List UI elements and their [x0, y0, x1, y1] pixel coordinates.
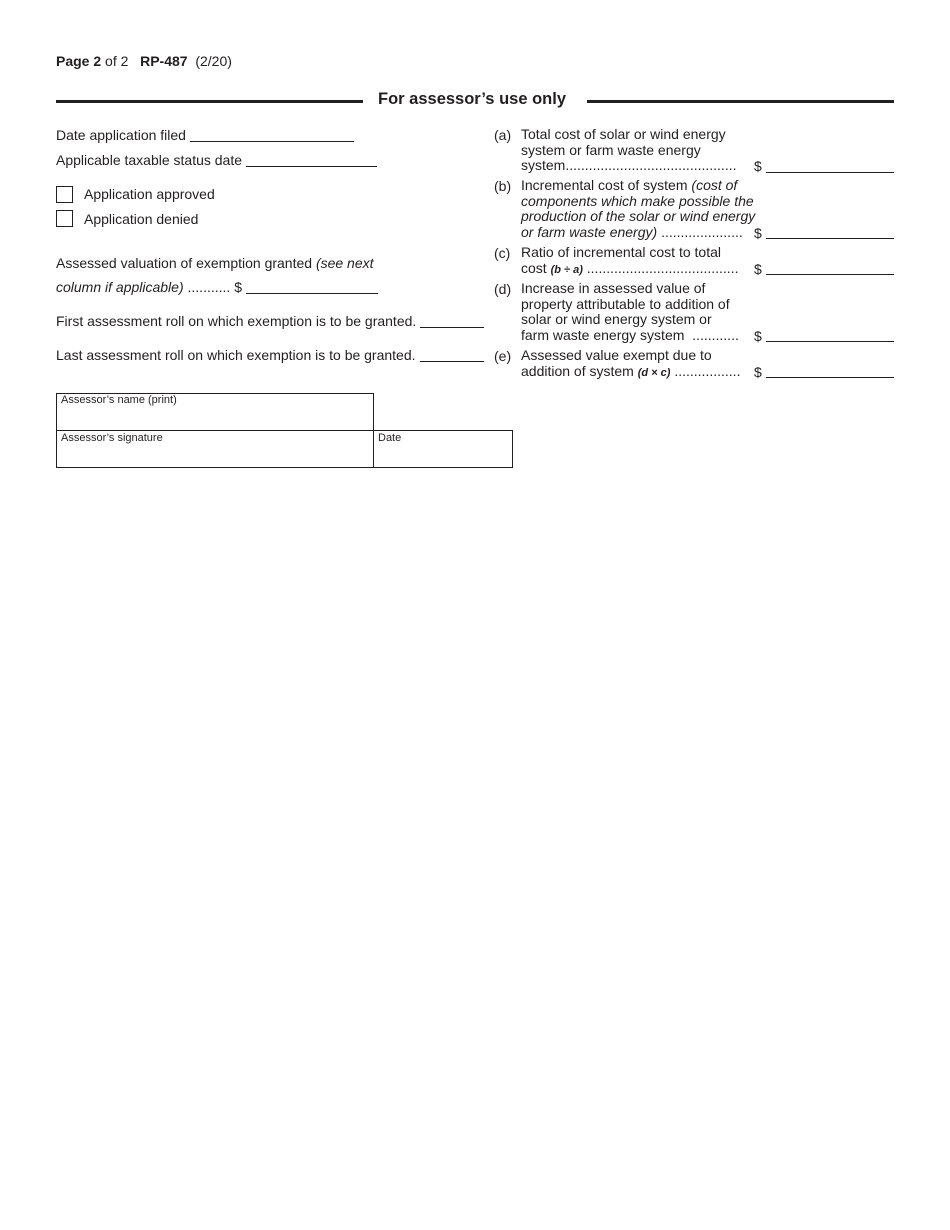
assessor-name-label: Assessor’s name (print) [61, 394, 177, 406]
item-b-dots: ..................... [661, 224, 743, 240]
assessed-valuation-note-1: (see next [315, 255, 374, 271]
item-b-field[interactable] [766, 238, 894, 239]
item-d-line2: property attributable to addition of [521, 296, 730, 312]
item-e-line2 [521, 364, 740, 382]
item-c-line2 [521, 261, 738, 279]
item-e-line1: Assessed value exempt due to [521, 347, 712, 363]
approved-checkbox[interactable] [56, 186, 73, 203]
item-d-line3: solar or wind energy system or [521, 311, 712, 327]
taxable-status-label: Applicable taxable status date [56, 152, 243, 168]
item-e-formula: (d × c) [637, 367, 671, 379]
item-d-line4 [521, 328, 739, 344]
last-roll-field[interactable] [420, 361, 484, 362]
section-rule-right [587, 100, 894, 103]
item-e-dots: ................. [674, 363, 741, 379]
date-label: Date [378, 432, 402, 444]
item-e-letter: (e) [494, 348, 512, 364]
item-a-line3-text: system [521, 157, 566, 173]
last-roll-label: Last assessment roll on which exemption is to be granted. [56, 347, 416, 363]
item-c-letter: (c) [494, 245, 511, 261]
form-revision: (2/20) [195, 53, 232, 69]
item-e-dollar: $ [754, 364, 762, 380]
item-b-line1-italic: (cost of [691, 177, 738, 193]
item-b-line1-text: Incremental cost of system [521, 177, 688, 193]
item-c-dots: ....................................... [586, 260, 739, 276]
approved-label: Application approved [84, 186, 215, 202]
item-a-letter: (a) [494, 127, 512, 143]
page-number: 2 [93, 53, 102, 69]
item-a-line2: system or farm waste energy [521, 142, 701, 158]
section-title: For assessor’s use only [378, 90, 567, 108]
item-a-line3 [521, 158, 737, 174]
item-a-dots: ............................................ [565, 157, 737, 173]
section-rule-left [56, 100, 363, 103]
item-b-line2: components which make possible the [521, 193, 754, 209]
item-c-dollar: $ [754, 261, 762, 277]
assessed-valuation-dots: ........... [187, 279, 231, 295]
dollar-sign: $ [234, 279, 242, 295]
taxable-status-field[interactable] [246, 166, 377, 167]
item-d-dollar: $ [754, 328, 762, 344]
item-c-line2-text: cost [521, 260, 547, 276]
item-a-field[interactable] [766, 172, 894, 173]
item-b-letter: (b) [494, 178, 512, 194]
item-e-line2-text: addition of system [521, 363, 634, 379]
denied-checkbox[interactable] [56, 210, 73, 227]
first-roll-field[interactable] [420, 327, 484, 328]
item-d-dots: ............ [692, 327, 739, 343]
form-id: RP-487 [140, 53, 188, 69]
first-roll-label: First assessment roll on which exemption is to be granted. [56, 313, 417, 329]
assessor-signature-label: Assessor’s signature [61, 432, 163, 444]
date-filed-field[interactable] [190, 141, 354, 142]
item-b-line1 [521, 178, 737, 194]
item-a-dollar: $ [754, 158, 762, 174]
denied-label: Application denied [84, 211, 199, 227]
item-e-field[interactable] [766, 377, 894, 378]
item-b-dollar: $ [754, 225, 762, 241]
item-d-line1: Increase in assessed value of [521, 280, 706, 296]
page-header [56, 53, 232, 69]
item-d-field[interactable] [766, 341, 894, 342]
item-b-line4-text: or farm waste energy) [521, 224, 658, 240]
item-d-line4-text: farm waste energy system [521, 327, 685, 343]
assessed-valuation-label-line1 [56, 255, 374, 271]
item-b-line3: production of the solar or wind energy [521, 208, 756, 224]
item-c-field[interactable] [766, 274, 894, 275]
assessed-valuation-label: Assessed valuation of exemption granted [56, 255, 313, 271]
item-b-line4 [521, 225, 743, 241]
assessed-valuation-note-2: column if applicable) [56, 279, 184, 295]
assessed-valuation-label-line2 [56, 279, 242, 295]
page-of-text: of 2 [105, 53, 129, 69]
item-c-formula: (b ÷ a) [550, 264, 583, 276]
date-filed-label: Date application filed [56, 127, 186, 143]
item-c-line1: Ratio of incremental cost to total [521, 244, 721, 260]
item-a-line1: Total cost of solar or wind energy [521, 126, 726, 142]
page-word: Page [56, 53, 90, 69]
assessed-valuation-field[interactable] [246, 293, 378, 294]
item-d-letter: (d) [494, 281, 512, 297]
